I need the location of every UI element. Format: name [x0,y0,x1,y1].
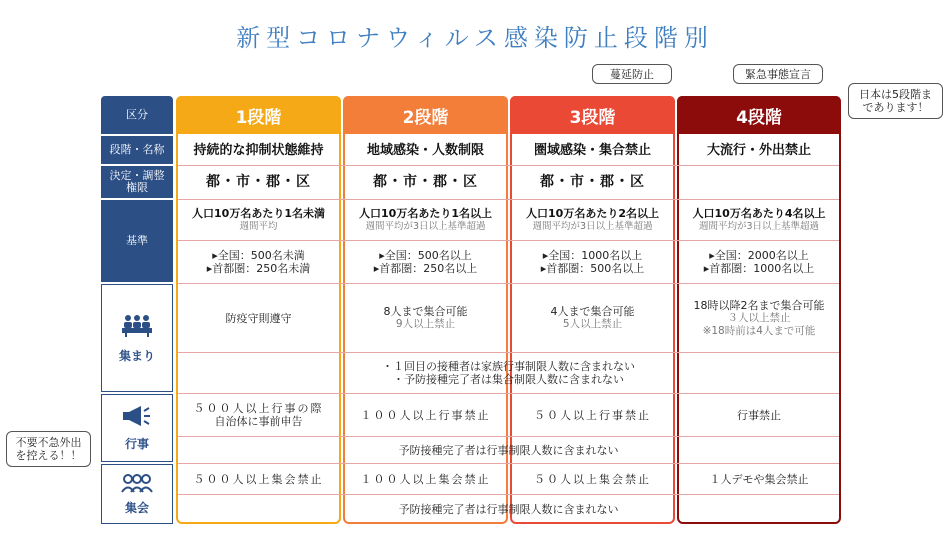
stage-3-metro: ▸首都圏：500名以上 [540,262,645,275]
stage-3-criteria-sub: 週間平均が3日以上基準超過 [532,221,653,232]
stage-2-criteria [343,200,508,240]
stage-1-assembly: ５００人以上集会禁止 [193,472,324,486]
stage-2-criteria-sub: 週間平均が3日以上基準超過 [365,221,486,232]
stage-1-authority: 都・市・郡・区 [206,174,311,190]
stage-2-gathering-main: 8人まで集合可能 [383,305,468,318]
stage-3-criteria [510,200,675,240]
stage-3-event-line1: ５０人以上行事禁止 [534,408,651,422]
stage-4-criteria-main: 人口10万名あたり4名以上 [692,207,826,220]
label-authority-line1: 決定・調整 [109,169,165,182]
callout-five-stages [848,83,943,119]
callout-five-line1: 日本は5段階ま [859,88,932,101]
stage-2-gathering-sub: 9人以上禁止 [395,318,456,330]
stage-4-gathering-main: 18時以降2名まで集合可能 [693,298,825,312]
stage-3-name: 圏域感染・集合禁止 [533,143,651,158]
stage-4-header-text: 4段階 [736,107,782,128]
stage-4-header [677,96,841,134]
label-criteria [101,200,173,282]
stage-2-assembly: １００人以上集会禁止 [360,472,491,486]
stage-2-event [343,394,508,436]
callout-fuyou [6,431,91,467]
label-event-text: 行事 [124,436,149,451]
stage-1-criteria-main: 人口10万名あたり1名未満 [192,207,325,220]
stage-1-gathering [176,284,341,352]
stage-1-event-line1: ５００人以上行事の際 [193,402,324,415]
stage-1-criteria [176,200,341,240]
stage-3-thresholds [510,241,675,283]
stage-1-name: 持続的な抑制状態維持 [193,143,324,158]
stage-4-criteria [677,200,841,240]
megaphone-icon [121,405,153,427]
stage-2-header [343,96,508,134]
stage-3-authority: 都・市・郡・区 [540,174,645,190]
callout-manen [592,64,672,84]
stage-1-criteria-sub: 週間平均 [239,221,278,232]
label-gathering [101,284,173,392]
stage-4-gathering-sub: ３人以上禁止 [727,311,791,324]
label-stage-name [101,136,173,164]
label-authority-line2: 権限 [126,181,148,194]
stage-2-name: 地域感染・人数制限 [366,143,484,158]
stage-4-event-line1: 行事禁止 [737,408,781,422]
stage-3-assembly: ５０人以上集会禁止 [534,472,651,486]
callout-fuyou-line1: 不要不急外出 [15,436,82,449]
callout-manen-text: 蔓延防止 [610,67,654,81]
stage-4-gathering-sub2: ※18時前は4人まで可能 [702,324,816,337]
stage-1-thresholds [176,241,341,283]
label-stage-name-text: 段階・名称 [109,143,165,156]
people-table-icon [120,313,154,337]
stage-1-header-text: 1段階 [235,107,282,128]
stage-2-header-text: 2段階 [402,107,449,128]
stage-3-gathering-sub: 5人以上禁止 [562,318,623,330]
stage-4-thresholds [677,241,841,283]
stage-1-event-line2: 自治体に事前申告 [214,415,303,428]
stage-4-event [677,394,841,436]
callout-kinkyu [733,64,823,84]
label-kubun-text: 区分 [126,108,148,121]
stage-4-metro: ▸首都圏：1000名以上 [703,262,815,275]
stage-3-gathering-main: 4人まで集合可能 [550,305,635,318]
stage-2-national: ▸全国：500名以上 [379,249,472,262]
stage-2-metro: ▸首都圏：250名以上 [373,262,478,275]
label-event [101,394,173,462]
gathering-note-line1: ・１回目の接種者は家族行事制限人数に含まれない [382,360,635,373]
stage-4-national: ▸全国：2000名以上 [709,249,809,262]
stage-3-criteria-main: 人口10万名あたり2名以上 [526,207,659,220]
label-authority [101,166,173,198]
callout-kinkyu-text: 緊急事態宣言 [745,67,811,81]
stage-4-criteria-sub: 週間平均が3日以上基準超過 [698,221,820,232]
stage-4-gathering [677,284,841,352]
label-assembly [101,464,173,524]
stage-1-national: ▸全国：500名未満 [212,249,305,262]
gathering-note-line2: ・予防接種完了者は集合制限人数に含まれない [393,373,624,386]
label-gathering-text: 集まり [118,348,155,363]
stage-1-metro: ▸首都圏：250名未満 [206,262,311,275]
stage-2-gathering [343,284,508,352]
stage-3-event [510,394,675,436]
callout-five-line2: であります！ [862,101,929,114]
stage-3-national: ▸全国：1000名以上 [542,249,643,262]
label-criteria-text: 基準 [126,234,148,247]
stage-2-event-line1: １００人以上行事禁止 [360,408,491,422]
label-kubun [101,96,173,134]
stage-2-thresholds [343,241,508,283]
stage-2-authority: 都・市・郡・区 [373,174,478,190]
crowd-icon [120,473,154,493]
stage-2-criteria-main: 人口10万名あたり1名以上 [359,207,492,220]
stage-3-header-text: 3段階 [569,107,616,128]
label-assembly-text: 集会 [124,500,149,515]
stage-4-authority [677,166,841,199]
stage-1-gathering-main: 防疫守則遵守 [225,311,292,325]
stage-1-header [176,96,341,134]
callout-fuyou-line2: を控える！！ [15,449,82,462]
page-title: 新型コロナウィルス感染防止段階別 [236,24,714,52]
stage-3-gathering [510,284,675,352]
gathering-note [176,353,841,393]
stage-4-name: 大流行・外出禁止 [706,143,811,158]
event-note: 予防接種完了者は行事制限人数に含まれない [398,443,619,457]
stage-3-header [510,96,675,134]
assembly-note: 予防接種完了者は行事制限人数に含まれない [398,502,619,516]
stage-4-assembly: １人デモや集会禁止 [709,472,809,486]
stage-1-event [176,394,341,436]
